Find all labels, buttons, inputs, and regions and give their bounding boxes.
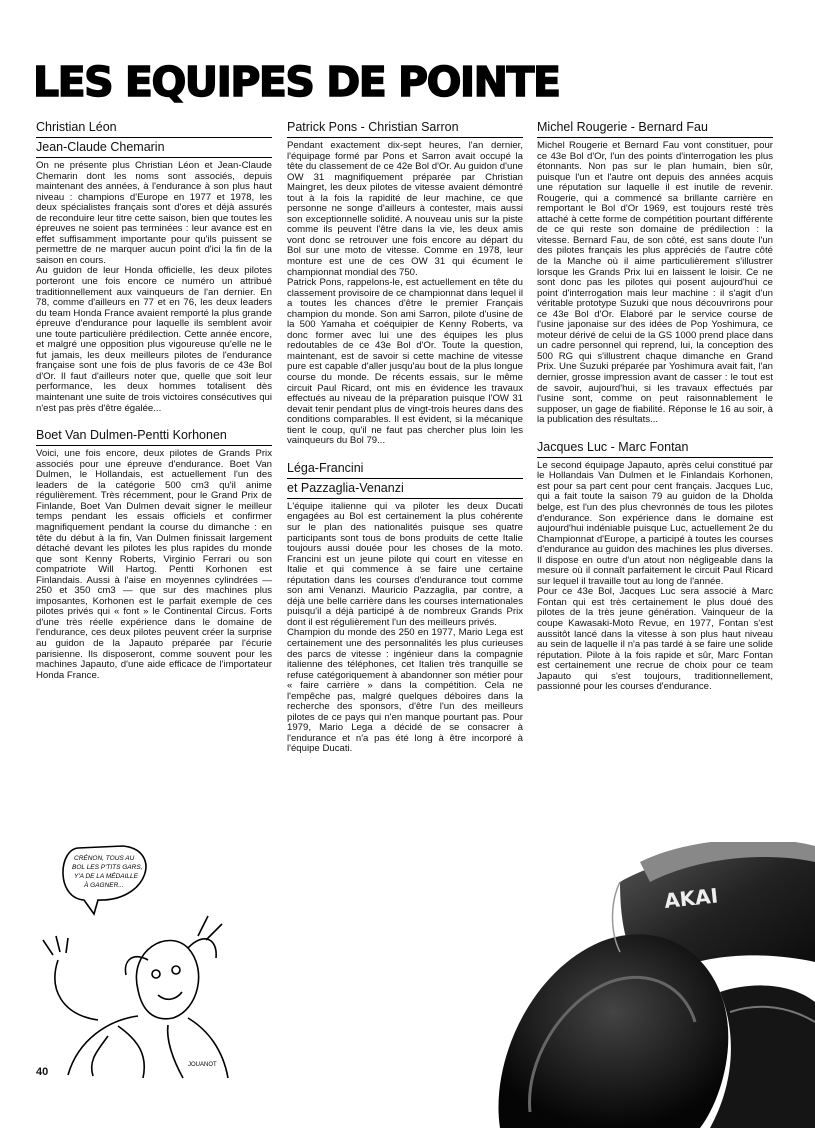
article-title [537,120,773,138]
cartoon-speech-line: BOL LES P'TITS GARS, [72,864,143,871]
title-line: Boet Van Dulmen-Pentti Korhonen [36,428,227,443]
title-line: Michel Rougerie - Bernard Fau [537,120,708,134]
akai-sponsor-decal: AKAI [663,883,720,913]
article-title [287,461,523,499]
article-van-dulmen-korhonen [36,428,272,681]
article-title [537,440,773,458]
article-lega-francini [287,461,523,755]
article-body: On ne présente plus Christian Léon et Jean-Claude Chemarin dont les noms sont associés, depuis maintenant des années, à l'endurance à son plus haut niveau : champions d'Europe en 1977 et 1978, les deux spécialistes français sont d'ores et déjà assurés de reconduire leur titre cette saison, bien que toutes les épreuves ne soient pas terminées : leur avance est en effet suffisamment importante pour qu'ils puissent se permettre de ne marquer aucun point d'ici la fin de la saison en cours. Au guidon de leur Honda officielle, les deux pilotes porteront une fois encore ce numéro un attribué traditionnellement aux vainqueurs de l'an dernier. En 78, comme d'ailleurs en 77 et en 76, les deux leaders du team Honda France avaient remporté la plus grande épreuve d'endurance pour laquelle ils semblent avoir une toute particulière prédilection. Cette année encore, et malgré une opposition plus vigoureuse qu'elle ne le fut jamais, les deux meilleurs pilotes de l'endurance française sont une fois de plus favoris de ce 43e Bol d'Or. Il faut d'ailleurs noter que, quelle que soit leur performance, les deux hommes totalisent dès maintenant une suite de trois victoires consécutives qui n'est pas près d'être égalée... [36,160,272,414]
article-pons-sarron [287,120,523,447]
title-line: Jean-Claude Chemarin [36,137,272,155]
article-body: L'équipe italienne qui va piloter les deux Ducati engagées au Bol est certainement la plus cohérente sur le plan des nationalités puisque ses quatre participants sont tous de bons produits de cette Italie toujours aussi douée pour les choses de la moto. Francini est un jeune pilote qui court en vitesse en Italie et qui commence à se faire une certaine réputation dans les courses d'endurance tout comme son ami Venanzi. Mauricio Pazzaglia, par contre, a déjà une belle carrière dans les courses internationales puisqu'il a déjà participé à de nombreux Grands Prix dont il est régulièrement l'un des meilleurs privés. Champion du monde des 250 en 1977, Mario Lega est certainement une des personnalités les plus curieuses des parcs de vitesse : ingénieur dans la compagnie italienne des téléphones, cet Italien très tranquille se refuse catégoriquement à abandonner son métier pour « faire carrière » dans la compétition. Cela ne l'empêche pas, malgré quelques déboires dans la recherche des sponsors, d'être l'un des meilleurs pilotes de ce pays qui n'en manque pourtant pas. Pour 1979, Mario Lega a décidé de se consacrer à l'endurance et n'a pas été long à être incorporé à l'équipe Ducati. [287,500,523,755]
cartoon-speech-line: À GAGNER... [84,882,124,889]
article-rougerie-fau [537,120,773,426]
cartoon-signature: JOUANOT [188,1062,217,1068]
article-body: Le second équipage Japauto, après celui constitué par le Hollandais Van Dulmen et le Finlandais Korhonen, est pour sa part cent pour cent français. Jacques Luc, qui a fait toute la saison 79 au guidon de la Dholda belge, est l'un des plus chevronnés de tous les pilotes d'endurance. Son expérience dans le domaine est aujourd'hui indéniable puisque Luc, actuellement 2e du Championnat d'Europe, a participé à toutes les courses d'endurance au guidon des machines les plus diverses. Il dispose en outre d'un atout non négligeable dans la mesure où il connaît parfaitement le circuit Paul Ricard sur lequel il travaille tout au long de l'année. Pour ce 43e Bol, Jacques Luc sera associé à Marc Fontan qui est très certainement le plus doué des pilotes de la très jeune génération. Vainqueur de la coupe Kawasaki-Moto Revue, en 1977, Fontan s'est aussitôt lancé dans la vitesse à son plus haut niveau au sein de laquelle il n'a pas tardé à se faire une solide réputation. Pilote à la fois rapide et sûr, Marc Fontan est certainement une recrue de choix pour ce team Japauto qui s'est toujours, traditionnellement, passionné pour les courses d'endurance. [537,459,773,693]
article-body: Pendant exactement dix-sept heures, l'an dernier, l'équipage formé par Pons et Sarron avait occupé la tête du classement de ce 42e Bol d'Or. Au guidon d'une OW 31 magnifiquement préparée par Christian Maingret, les deux pilotes de vitesse avaient démontré tout à la fois la rapidité de leur machine, ce que personne ne songe d'ailleurs à contester, mais aussi son exceptionnelle solidité. A nouveau unis sur la piste comme ils peuvent l'être dans la vie, les deux amis vont donc se retrouver une fois encore au départ du Bol sur une moto de vitesse. Comme en 1978, leur monture est une de ces OW 31 qui écument le championnat mondial des 750. Patrick Pons, rappelons-le, est actuellement en tête du classement provisoire de ce championnat dans lequel il a toutes les chances d'être le premier Français champion du monde. Son ami Sarron, pilote d'usine de la 500 Yamaha et coéquipier de Kenny Roberts, va donc former avec lui une des équipes les plus redoutables de ce 43e Bol d'Or. Toute la question, maintenant, est de savoir si cette machine de vitesse pure est capable d'aller jusqu'au bout de la plus longue course du monde. De récents essais, sur le même circuit Paul Ricard, ont mis en évidence les travaux effectués au niveau de la préparation puisque l'OW 31 devait tenir pendant plus de vingt-trois heures dans des conditions comparables. Il est évident, si la mécanique tient le coup, qu'il ne faut pas chercher plus loin les vainqueurs du Bol 79... [287,140,523,447]
title-line: Patrick Pons - Christian Sarron [287,120,459,134]
column-1 [36,120,272,681]
article-title [36,428,272,446]
title-line: Jacques Luc - Marc Fontan [537,439,689,454]
article-leon-chemarin [36,120,272,414]
cartoon-speech-line: Y'A DE LA MÉDAILLE [74,873,138,880]
title-line: Léga-Francini [287,460,364,475]
cartoon-illustration [38,840,238,1080]
title-line: Christian Léon [36,120,117,134]
cartoon-speech-line: CRÉNON, TOUS AU [74,855,135,862]
column-3 [537,120,773,693]
motorcycle-photo [470,842,815,1128]
page-headline: LES EQUIPES DE POINTE [33,58,560,106]
article-body: Michel Rougerie et Bernard Fau vont constituer, pour ce 43e Bol d'Or, l'un des points d'interrogation les plus étonnants. Non pas sur le plan humain, bien sûr, puisque l'un et l'autre ont depuis des années acquis une réputation sur laquelle il est inutile de revenir. Rougerie, qui a commencé sa brillante carrière en remportant le Bol d'Or 1969, est toujours resté très attaché à cette forme de compétition pourtant différente de ce qui reste son domaine de prédilection : la vitesse. Bernard Fau, de son côté, est sans doute l'un des pilotes français les plus appréciés de l'autre côté de la Manche où il aime particulièrement s'illustrer lorsque les Grands Prix lui en laissent le loisir. Ce ne sont donc pas les pilotes qui posent aujourd'hui ce point d'interrogation mais leur machine : il s'agit d'un véritable prototype Suzuki que nous découvrirons pour ce 43e Bol d'Or. Elaboré par le service course de l'usine japonaise sur des idées de Pop Yoshimura, ce moteur dérivé de celui de la GS 1000 prend place dans un cadre personnel qui reprend, lui, la conception des 500 RG qui s'illustrent chaque dimanche en Grand Prix. Une Suzuki préparée par Yoshimura avait fait, l'an dernier, grosse impression avant de casser : le tout est de savoir, aujourd'hui, si les travaux effectués par l'usine sont, comme on peut raisonnablement le supposer, un gage de fiabilité. Réponse le 16 au soir, à la publication des résultats... [537,140,773,426]
column-2 [287,120,523,755]
article-title [36,120,272,158]
article-luc-fontan [537,440,773,693]
page-number: 40 [36,1066,49,1078]
title-line: et Pazzaglia-Venanzi [287,478,523,496]
article-title [287,120,523,138]
article-body: Voici, une fois encore, deux pilotes de Grands Prix associés pour une épreuve d'endurance. Boet Van Dulmen, le Hollandais, est actuellement l'un des leaders de la catégorie 500 cm3 qu'il anime régulièrement. Très récemment, pour le Grand Prix de Finlande, Boet Van Dulmen devait signer le meilleur temps pendant les essais officiels et confirmer magnifiquement pendant la course du dimanche : en tête du début à la fin, Van Dulmen finissait largement détaché devant les pilotes les plus rapides du monde que sont Kenny Roberts, Virginio Ferrari ou son compatriote Will Hartog. Pentti Korhonen est Finlandais. Aussi à l'aise en moyennes cylindrées — 250 et 350 cm3 — que sur des machines plus imposantes, Korhonen est le parfait exemple de ces pilotes privés qui « font » le Continental Circus. Forts d'une très réelle expérience dans le domaine de l'endurance, ces deux pilotes peuvent créer la surprise au guidon de la Japauto préparée par l'écurie parisienne. Ils disposeront, comme souvent pour les machines Japauto, d'une aide efficace de l'importateur Honda France. [36,448,272,681]
